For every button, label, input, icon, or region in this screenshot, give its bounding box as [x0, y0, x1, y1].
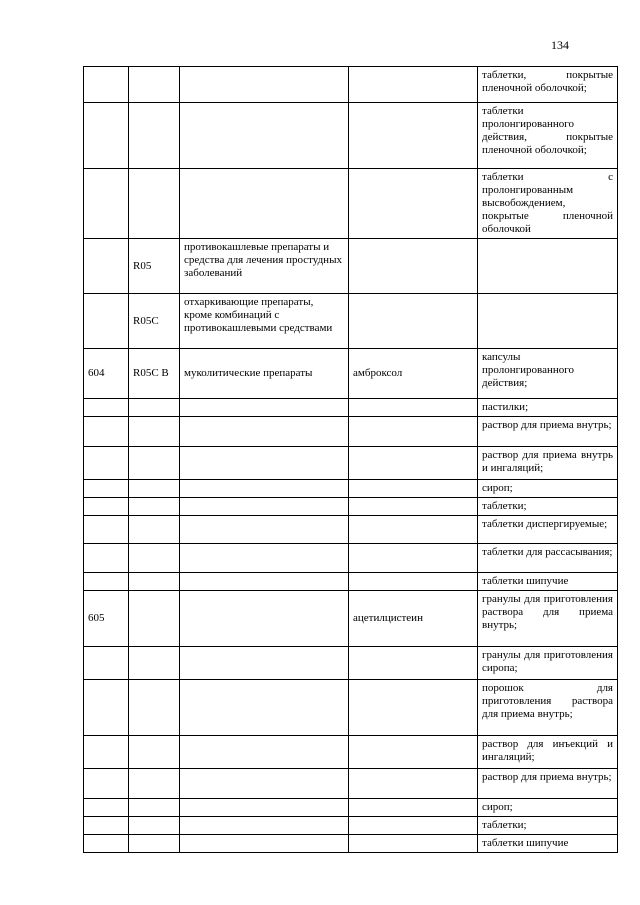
atc-code-cell: [129, 544, 180, 573]
dosage-form-cell: [478, 294, 618, 349]
table-row: [84, 480, 618, 498]
pharmacological-group-cell: [180, 447, 349, 480]
pharmacological-group-cell: [180, 480, 349, 498]
table-row: [84, 544, 618, 573]
atc-code-cell: R05C B: [129, 349, 180, 399]
atc-code-cell: [129, 573, 180, 591]
pharmacological-group-cell: [180, 544, 349, 573]
table-row: [84, 103, 618, 169]
row-number-cell: 604: [84, 349, 129, 399]
row-number-cell: [84, 498, 129, 516]
table-row: [84, 349, 618, 399]
active-substance-cell: [349, 799, 478, 817]
active-substance-cell: [349, 736, 478, 769]
dosage-form-cell: раствор для приема внутрь;: [478, 769, 618, 799]
table-row: [84, 647, 618, 680]
pharmacological-group-cell: отхаркивающие препараты, кроме комбинаций с противокашлевыми средствами: [180, 294, 349, 349]
table-body: [84, 67, 618, 853]
atc-code-cell: [129, 835, 180, 853]
dosage-form-cell: таблетки;: [478, 498, 618, 516]
row-number-cell: [84, 239, 129, 294]
dosage-form-cell: таблетки диспергируемые;: [478, 516, 618, 544]
dosage-form-cell: таблетки шипучие: [478, 573, 618, 591]
dosage-form-cell: раствор для приема внутрь и ингаляций;: [478, 447, 618, 480]
active-substance-cell: [349, 480, 478, 498]
table-row: [84, 799, 618, 817]
atc-code-cell: R05: [129, 239, 180, 294]
table-row: [84, 591, 618, 647]
table-row: [84, 817, 618, 835]
table-row: [84, 417, 618, 447]
table-row: [84, 573, 618, 591]
pharmacological-group-cell: [180, 67, 349, 103]
atc-code-cell: [129, 67, 180, 103]
pharmacological-group-cell: [180, 417, 349, 447]
pharmacological-group-cell: [180, 591, 349, 647]
dosage-form-cell: гранулы для приготовления сиропа;: [478, 647, 618, 680]
row-number-cell: [84, 447, 129, 480]
table-row: [84, 67, 618, 103]
row-number-cell: [84, 769, 129, 799]
atc-code-cell: [129, 736, 180, 769]
pharmacological-group-cell: [180, 399, 349, 417]
row-number-cell: [84, 480, 129, 498]
active-substance-cell: [349, 103, 478, 169]
active-substance-cell: [349, 239, 478, 294]
active-substance-cell: [349, 294, 478, 349]
dosage-form-cell: сироп;: [478, 480, 618, 498]
row-number-cell: [84, 516, 129, 544]
row-number-cell: [84, 835, 129, 853]
row-number-cell: [84, 67, 129, 103]
dosage-form-cell: таблетки пролонгированного действия, покрытые пленочной оболочкой;: [478, 103, 618, 169]
dosage-form-cell: таблетки шипучие: [478, 835, 618, 853]
atc-code-cell: [129, 647, 180, 680]
active-substance-cell: амброксол: [349, 349, 478, 399]
pharmacological-group-cell: [180, 817, 349, 835]
active-substance-cell: [349, 169, 478, 239]
dosage-form-cell: таблетки, покрытые пленочной оболочкой;: [478, 67, 618, 103]
active-substance-cell: [349, 417, 478, 447]
pharmacological-group-cell: [180, 516, 349, 544]
dosage-form-cell: [478, 239, 618, 294]
atc-code-cell: [129, 399, 180, 417]
atc-code-cell: [129, 799, 180, 817]
row-number-cell: [84, 294, 129, 349]
row-number-cell: [84, 680, 129, 736]
atc-code-cell: [129, 769, 180, 799]
dosage-form-cell: таблетки для рассасывания;: [478, 544, 618, 573]
pharmacological-group-cell: [180, 835, 349, 853]
row-number-cell: [84, 573, 129, 591]
dosage-form-cell: таблетки с пролонгированным высвобождением, покрытые пленочной оболочкой: [478, 169, 618, 239]
pharmacological-group-cell: [180, 647, 349, 680]
active-substance-cell: [349, 516, 478, 544]
active-substance-cell: [349, 67, 478, 103]
page-number: 134: [551, 38, 569, 52]
row-number-cell: [84, 817, 129, 835]
table-row: [84, 516, 618, 544]
active-substance-cell: [349, 447, 478, 480]
table-row: [84, 447, 618, 480]
atc-code-cell: [129, 169, 180, 239]
atc-code-cell: [129, 103, 180, 169]
active-substance-cell: [349, 769, 478, 799]
row-number-cell: [84, 736, 129, 769]
atc-code-cell: [129, 817, 180, 835]
table-row: [84, 399, 618, 417]
table-row: [84, 769, 618, 799]
active-substance-cell: [349, 835, 478, 853]
row-number-cell: [84, 544, 129, 573]
table-row: [84, 680, 618, 736]
table-row: [84, 169, 618, 239]
row-number-cell: 605: [84, 591, 129, 647]
atc-code-cell: [129, 516, 180, 544]
atc-code-cell: [129, 591, 180, 647]
atc-code-cell: R05C: [129, 294, 180, 349]
pharmacological-group-cell: [180, 680, 349, 736]
pharmacological-group-cell: [180, 573, 349, 591]
table-row: [84, 294, 618, 349]
active-substance-cell: ацетилцистеин: [349, 591, 478, 647]
table-row: [84, 736, 618, 769]
row-number-cell: [84, 647, 129, 680]
dosage-form-cell: таблетки;: [478, 817, 618, 835]
dosage-form-cell: пастилки;: [478, 399, 618, 417]
pharmacological-group-cell: [180, 103, 349, 169]
table-row: [84, 239, 618, 294]
active-substance-cell: [349, 544, 478, 573]
table-row: [84, 498, 618, 516]
row-number-cell: [84, 399, 129, 417]
active-substance-cell: [349, 647, 478, 680]
pharmacological-group-cell: [180, 498, 349, 516]
atc-code-cell: [129, 680, 180, 736]
active-substance-cell: [349, 817, 478, 835]
atc-code-cell: [129, 447, 180, 480]
row-number-cell: [84, 417, 129, 447]
dosage-form-cell: раствор для приема внутрь;: [478, 417, 618, 447]
active-substance-cell: [349, 573, 478, 591]
drug-list-table: [83, 66, 618, 853]
dosage-form-cell: гранулы для приготовления раствора для приема внутрь;: [478, 591, 618, 647]
dosage-form-cell: сироп;: [478, 799, 618, 817]
dosage-form-cell: капсулы пролонгированного действия;: [478, 349, 618, 399]
pharmacological-group-cell: [180, 799, 349, 817]
active-substance-cell: [349, 498, 478, 516]
pharmacological-group-cell: [180, 736, 349, 769]
dosage-form-cell: раствор для инъекций и ингаляций;: [478, 736, 618, 769]
atc-code-cell: [129, 417, 180, 447]
pharmacological-group-cell: [180, 169, 349, 239]
active-substance-cell: [349, 680, 478, 736]
dosage-form-cell: порошок для приготовления раствора для приема внутрь;: [478, 680, 618, 736]
active-substance-cell: [349, 399, 478, 417]
atc-code-cell: [129, 498, 180, 516]
table-row: [84, 835, 618, 853]
row-number-cell: [84, 799, 129, 817]
pharmacological-group-cell: [180, 769, 349, 799]
row-number-cell: [84, 169, 129, 239]
pharmacological-group-cell: муколитические препараты: [180, 349, 349, 399]
pharmacological-group-cell: противокашлевые препараты и средства для лечения простудных заболеваний: [180, 239, 349, 294]
atc-code-cell: [129, 480, 180, 498]
row-number-cell: [84, 103, 129, 169]
